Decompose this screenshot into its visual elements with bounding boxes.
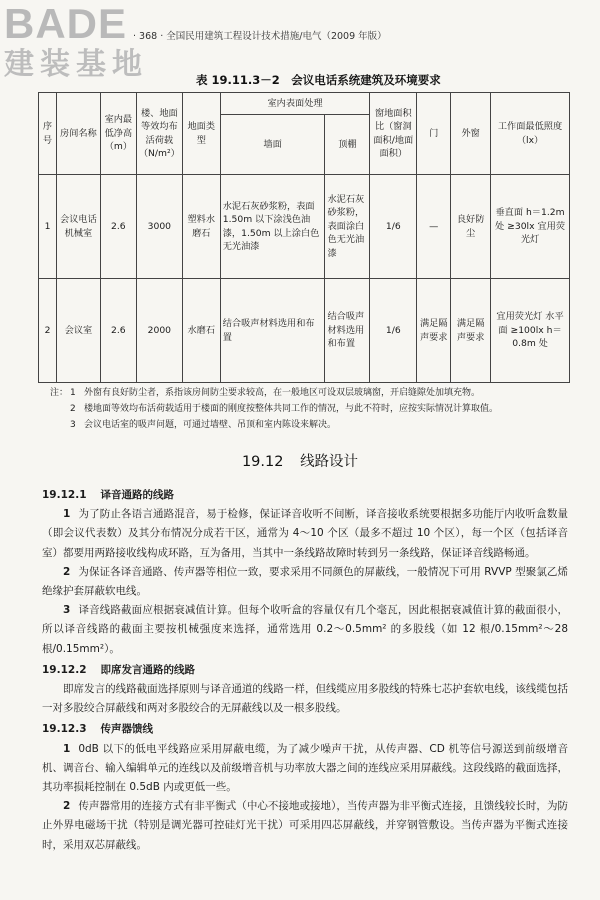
subsection-heading bbox=[42, 720, 568, 739]
paragraph-text: 为了防止各语言通路混音，易于检修，保证译音收听不间断，译音接收系统要根据多功能厅内收听盒数量（即会议代表数）及其分布情况分成若干区，通常为 4～10 个区（最多不超过 10 个区），每一个区（包括译音室）都要用两路接收线构成环路，互为备用，当其中一条线路故障时转到另一条线路，保证译音线路畅通。 bbox=[42, 508, 568, 559]
header-seq: 序号 bbox=[39, 93, 57, 175]
section-heading bbox=[0, 450, 600, 471]
watermark-chinese: 建装基地 bbox=[4, 47, 148, 82]
header-ceiling: 顶棚 bbox=[325, 115, 370, 175]
cell-exterior-window: 良好防尘 bbox=[451, 175, 491, 279]
running-header: · 368 · 全国民用建筑工程设计技术措施/电气（2009 年版） bbox=[133, 31, 387, 42]
header-height: 室内最低净高（m） bbox=[100, 93, 136, 175]
note-item bbox=[50, 401, 570, 417]
table-row bbox=[39, 279, 570, 383]
header-surface-group: 室内表面处理 bbox=[220, 93, 370, 115]
cell-illuminance: 垂直面 h＝1.2m 处 ≥30lx 宜用荧光灯 bbox=[491, 175, 570, 279]
subsection-number: 19.12.1 bbox=[42, 489, 87, 501]
paragraph-text: 0dB 以下的低电平线路应采用屏蔽电缆，为了减少噪声干扰，从传声器、CD 机等信号源送到前级增音机、调音台、输入编辑单元的连线以及前级增音机与功率放大器之间的连线应采用屏蔽线。这段线路的截面选择，其功率损耗控制在 0.5dB 内或更低一些。 bbox=[42, 742, 568, 794]
paragraph bbox=[42, 797, 568, 855]
paragraph-text: 为保证各译音通路、传声器等相位一致，要求采用不同颜色的屏蔽线，一般情况下可用 RVVP 型聚氯乙烯绝缘护套屏蔽软电线。 bbox=[42, 565, 568, 598]
cell-load: 3000 bbox=[136, 175, 182, 279]
cell-floor: 塑料水磨石 bbox=[182, 175, 220, 279]
cell-window-ratio: 1/6 bbox=[370, 279, 417, 383]
section-number: 19.12 bbox=[241, 454, 284, 470]
paragraph-number: 3 bbox=[63, 604, 71, 617]
paragraph-number: 2 bbox=[63, 565, 71, 578]
subsection-title: 译音通路的线路 bbox=[100, 489, 175, 501]
cell-room: 会议室 bbox=[56, 279, 100, 383]
cell-door: — bbox=[417, 175, 451, 279]
requirements-table bbox=[38, 92, 570, 383]
cell-load: 2000 bbox=[136, 279, 182, 383]
note-number: 1 bbox=[70, 388, 76, 398]
header-exterior-window: 外窗 bbox=[451, 93, 491, 175]
paragraph-text: 即席发言的线路截面选择原则与译音通道的线路一样，但线缆应用多股线的特殊七芯护套软电线，该线缆包括一对多股绞合屏蔽线和两对多股绞合的无屏蔽线以及一根多股线。 bbox=[42, 683, 568, 715]
table-row bbox=[39, 175, 570, 279]
cell-illuminance: 宜用荧光灯 水平面 ≥100lx h＝0.8m 处 bbox=[491, 279, 570, 383]
subsection-title: 传声器馈线 bbox=[100, 723, 154, 736]
header-door: 门 bbox=[417, 93, 451, 175]
header-window-ratio: 窗地面积比（窗洞面积/地面面积） bbox=[370, 93, 417, 175]
cell-ceiling: 水泥石灰砂浆粉，表面涂白色无光油漆 bbox=[325, 175, 370, 279]
subsection-number: 19.12.2 bbox=[42, 663, 87, 676]
header-room: 房间名称 bbox=[56, 93, 100, 175]
paragraph bbox=[42, 680, 568, 718]
section-body bbox=[42, 484, 568, 855]
watermark bbox=[4, 0, 387, 82]
note-prefix: 注： bbox=[50, 388, 69, 398]
subsection-title: 即席发言通路的线路 bbox=[100, 663, 196, 676]
paragraph bbox=[42, 563, 568, 601]
watermark-brand: BADE bbox=[4, 0, 128, 47]
cell-wall: 结合吸声材料选用和布置 bbox=[220, 279, 325, 383]
header-wall: 墙面 bbox=[220, 115, 325, 175]
cell-height: 2.6 bbox=[100, 175, 136, 279]
paragraph bbox=[42, 740, 568, 798]
table-title: 表 19.11.3－2 会议电话系统建筑及环境要求 bbox=[196, 73, 441, 87]
cell-ceiling: 结合吸声材料选用和布置 bbox=[325, 279, 370, 383]
cell-seq: 2 bbox=[39, 279, 57, 383]
paragraph-number: 1 bbox=[63, 508, 71, 521]
cell-window-ratio: 1/6 bbox=[370, 175, 417, 279]
cell-room: 会议电话机械室 bbox=[56, 175, 100, 279]
table-notes bbox=[50, 385, 570, 433]
paragraph bbox=[42, 505, 568, 563]
header-illuminance: 工作面最低照度（lx） bbox=[491, 93, 570, 175]
paragraph-number: 1 bbox=[63, 742, 71, 755]
paragraph bbox=[42, 601, 568, 659]
cell-wall: 水泥石灰砂浆粉，表面 1.50m 以下涂浅色油漆，1.50m 以上涂白色无光油漆 bbox=[220, 175, 325, 279]
cell-seq: 1 bbox=[39, 175, 57, 279]
header-load: 楼、地面等效均布活荷载（N/m²） bbox=[136, 93, 182, 175]
note-item bbox=[50, 385, 570, 401]
subsection-number: 19.12.3 bbox=[42, 723, 87, 736]
subsection-heading bbox=[42, 486, 568, 505]
cell-floor: 水磨石 bbox=[182, 279, 220, 383]
note-text: 外窗有良好防尘者，系指该房间防尘要求较高，在一般地区可设双层玻璃窗，开启缝隙处加填充物。 bbox=[84, 388, 481, 398]
paragraph-text: 译音线路截面应根据衰减值计算。但每个收听盒的容量仅有几个毫瓦，因此根据衰减值计算的截面很小，所以译音线路的截面主要按机械强度来选择，通常选用 0.2～0.5mm² 的多股线（如 12 根/0.15mm²～28 根/0.15mm²）。 bbox=[42, 604, 568, 655]
cell-door: 满足隔声要求 bbox=[417, 279, 451, 383]
cell-exterior-window: 满足隔声要求 bbox=[451, 279, 491, 383]
note-number: 2 bbox=[70, 404, 76, 414]
section-title: 线路设计 bbox=[300, 454, 359, 470]
paragraph-text: 传声器常用的连接方式有非平衡式（中心不接地或接地），当传声器为非平衡式连接，且馈线较长时，为防止外界电磁场干扰（特别是调光器可控硅灯光干扰）可采用四芯屏蔽线，并穿钢管敷设。当传声器为平衡式连接时，采用双芯屏蔽线。 bbox=[42, 800, 568, 851]
subsection-heading bbox=[42, 661, 568, 680]
header-floor: 地面类型 bbox=[182, 93, 220, 175]
cell-height: 2.6 bbox=[100, 279, 136, 383]
note-text: 楼地面等效均布活荷载适用于楼面的刚度按整体共同工作的情况，与此不符时，应按实际情况计算取值。 bbox=[84, 404, 499, 414]
note-number: 3 bbox=[70, 420, 76, 430]
paragraph-number: 2 bbox=[63, 800, 71, 813]
note-item bbox=[50, 417, 570, 433]
note-text: 会议电话室的吸声问题，可通过墙壁、吊顶和室内陈设来解决。 bbox=[84, 420, 337, 430]
